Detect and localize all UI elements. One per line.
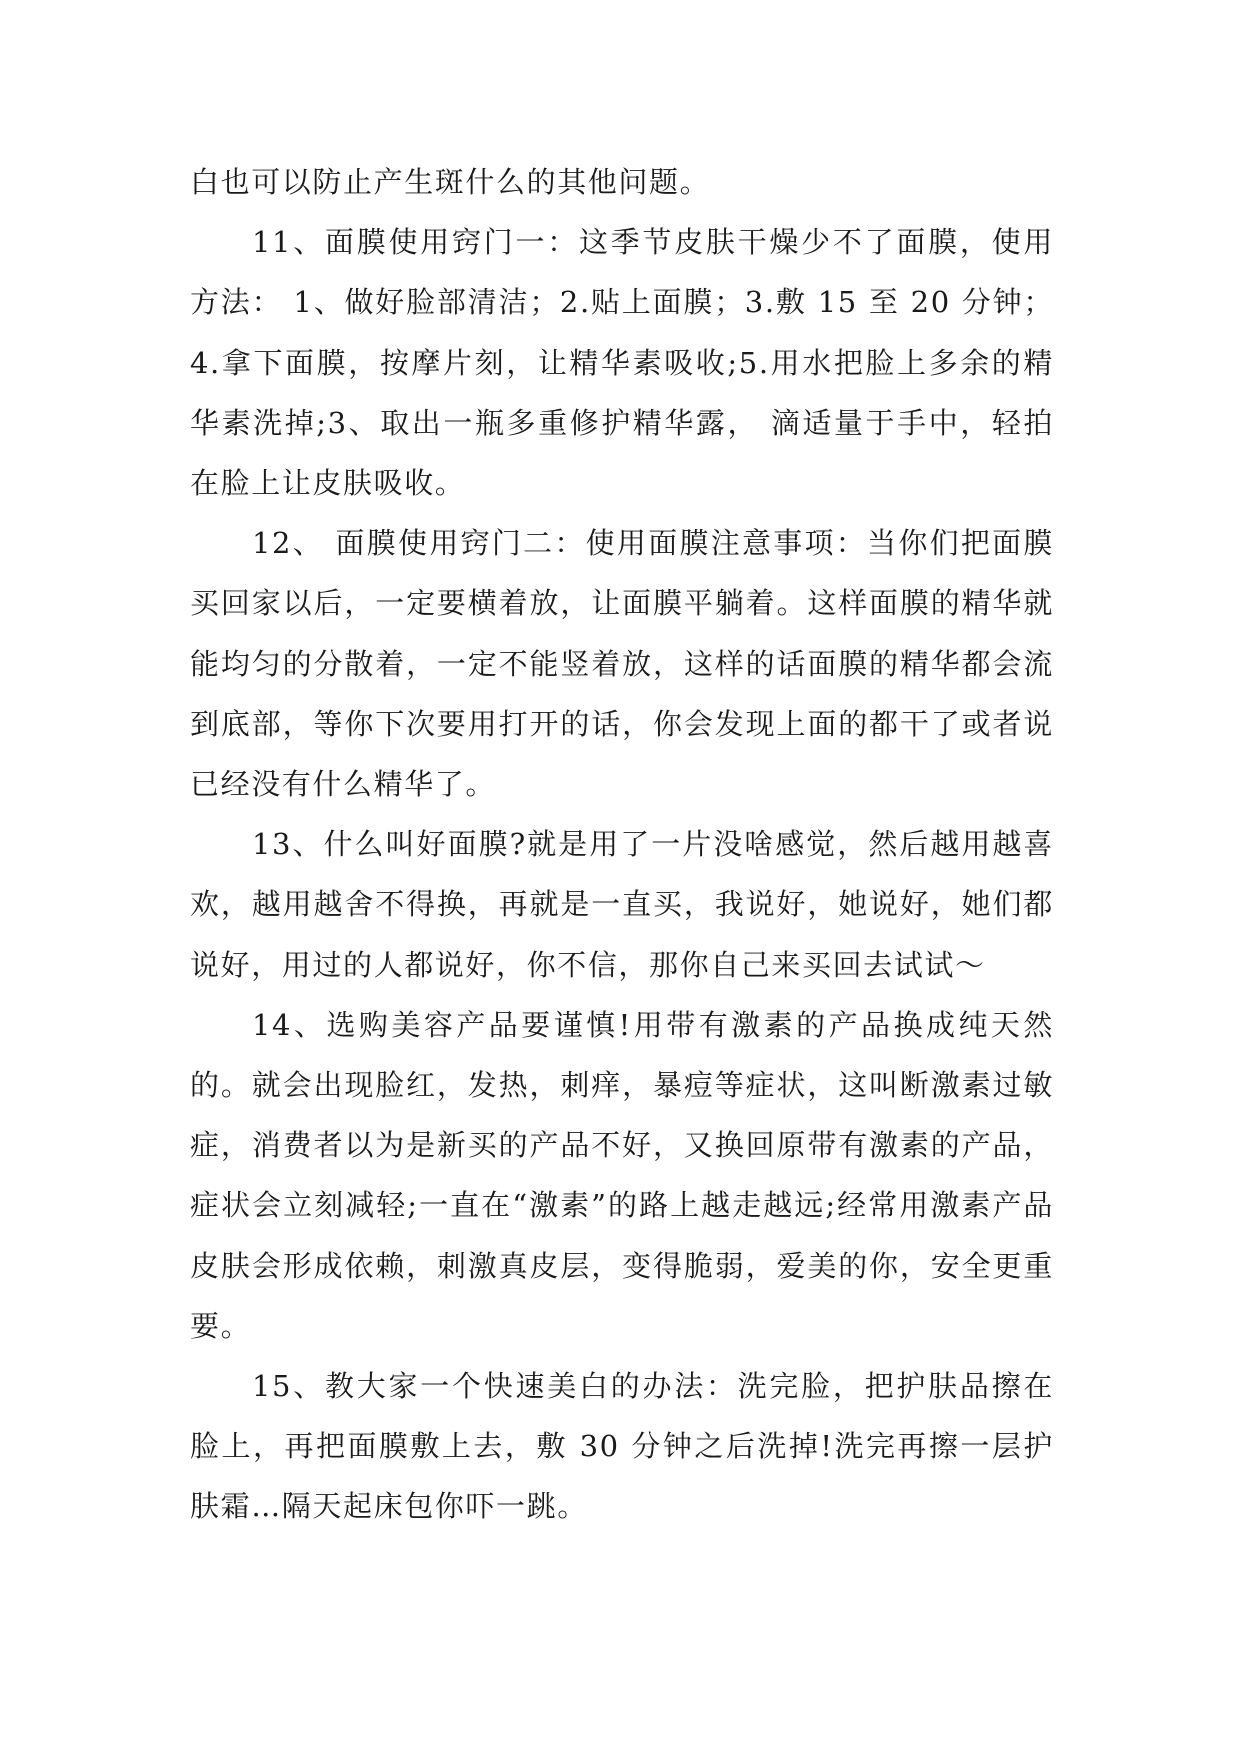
paragraph-14: 14、选购美容产品要谨慎!用带有激素的产品换成纯天然的。就会出现脸红，发热，刺痒，暴痘等症状，这叫断激素过敏症，消费者以为是新买的产品不好，又换回原带有激素的产品，症状会立刻减轻;一直在“激素”的路上越走越远;经常用激素产品皮肤会形成依赖，刺激真皮层，变得脆弱，爱美的你，安全更重要。 — [190, 1007, 1054, 1343]
paragraph-continuation: 白也可以防止产生斑什么的其他问题。 — [190, 165, 711, 199]
document-body — [190, 152, 1054, 1537]
paragraph-15: 15、教大家一个快速美白的办法：洗完脸，把护肤品擦在脸上，再把面膜敷上去，敷 30 分钟之后洗掉!洗完再擦一层护肤霜…隔天起床包你吓一跳。 — [190, 1369, 1054, 1524]
paragraph-12: 12、 面膜使用窍门二：使用面膜注意事项：当你们把面膜买回家以后，一定要横着放，让面膜平躺着。这样面膜的精华就能均匀的分散着，一定不能竖着放，这样的话面膜的精华都会流到底部，等你下次要用打开的话，你会发现上面的都干了或者说已经没有什么精华了。 — [190, 526, 1054, 802]
paragraph-11: 11、面膜使用窍门一：这季节皮肤干燥少不了面膜，使用方法： 1、做好脸部清洁；2.贴上面膜；3.敷 15 至 20 分钟；4.拿下面膜，按摩片刻，让精华素吸收;5.用水把脸上多余的精华素洗掉;3、取出一瓶多重修护精华露， 滴适量于手中，轻拍在脸上让皮肤吸收。 — [190, 225, 1054, 501]
paragraph-13: 13、什么叫好面膜?就是用了一片没啥感觉，然后越用越喜欢，越用越舍不得换，再就是一直买，我说好，她说好，她们都说好，用过的人都说好，你不信，那你自己来买回去试试～ — [190, 827, 1054, 982]
